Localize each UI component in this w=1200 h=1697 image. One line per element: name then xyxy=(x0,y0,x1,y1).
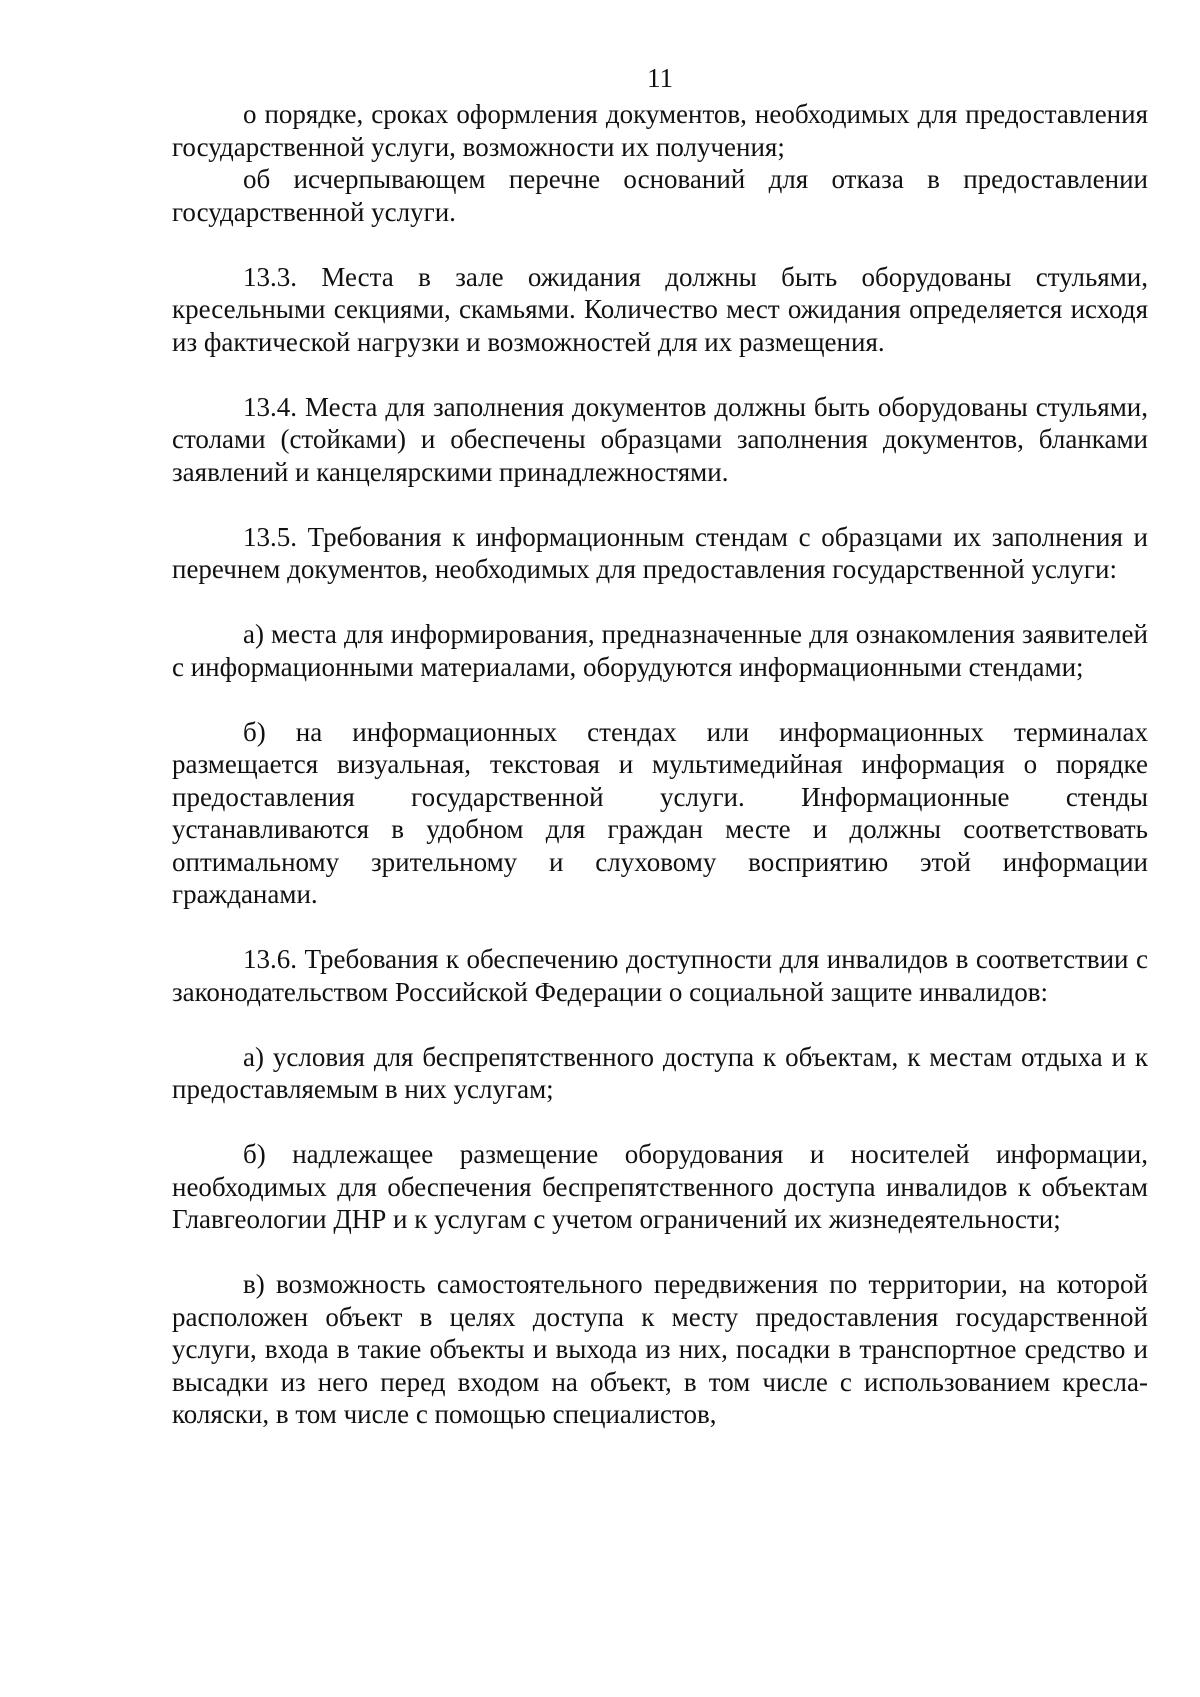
paragraph-13-6-b: б) надлежащее размещение оборудования и носителей информации, необходимых для обеспечения беспрепятственного доступа инвалидов к объектам Главгеологии ДНР и к услугам с учетом ограничений их жизнедеятельности; xyxy=(172,1139,1148,1234)
paragraph-procedure: о порядке, сроках оформления документов, необходимых для предоставления государственной услуги, возможности их получения; xyxy=(172,99,1148,162)
paragraph-13-5-b: б) на информационных стендах или информационных терминалах размещается визуальная, текстовая и мультимедийная информация о порядке предоставления государственной услуги. Информационные стенды устанавливаются в удобном для граждан месте и должны соответствовать оптимальному зрительному и слуховому восприятию этой информации гражданами. xyxy=(172,716,1148,909)
paragraph-13-4: 13.4. Места для заполнения документов должны быть оборудованы стульями, столами (стойками) и обеспечены образцами заполнения документов, бланками заявлений и канцелярскими принадлежностями. xyxy=(172,391,1148,487)
paragraph-13-5-a: а) места для информирования, предназначенные для ознакомления заявителей с информационными материалами, оборудуются информационными стендами; xyxy=(172,619,1148,682)
paragraph-13-5: 13.5. Требования к информационным стендам с образцами их заполнения и перечнем документов, необходимых для предоставления государственной услуги: xyxy=(172,521,1148,584)
paragraph-refusal-grounds: об исчерпывающем перечне оснований для отказа в предоставлении государственной услуги. xyxy=(172,164,1148,227)
page-number: 11 xyxy=(647,63,673,93)
paragraph-13-6-a: а) условия для беспрепятственного доступа к объектам, к местам отдыха и к предоставляемым в них услугам; xyxy=(172,1041,1148,1104)
paragraph-13-6: 13.6. Требования к обеспечению доступности для инвалидов в соответствии с законодательством Российской Федерации о социальной защите инвалидов: xyxy=(172,944,1148,1007)
paragraph-13-3: 13.3. Места в зале ожидания должны быть оборудованы стульями, кресельными секциями, скамьями. Количество мест ожидания определяется исходя из фактической нагрузки и возможностей для их размещения. xyxy=(172,261,1148,357)
paragraph-13-6-v: в) возможность самостоятельного передвижения по территории, на которой расположен объект в целях доступа к месту предоставления государственной услуги, входа в такие объекты и выхода из них, посадки в транспортное средство и высадки из него перед входом на объект, в том числе с использованием кресла-коляски, в том числе с помощью специалистов, xyxy=(172,1269,1148,1429)
